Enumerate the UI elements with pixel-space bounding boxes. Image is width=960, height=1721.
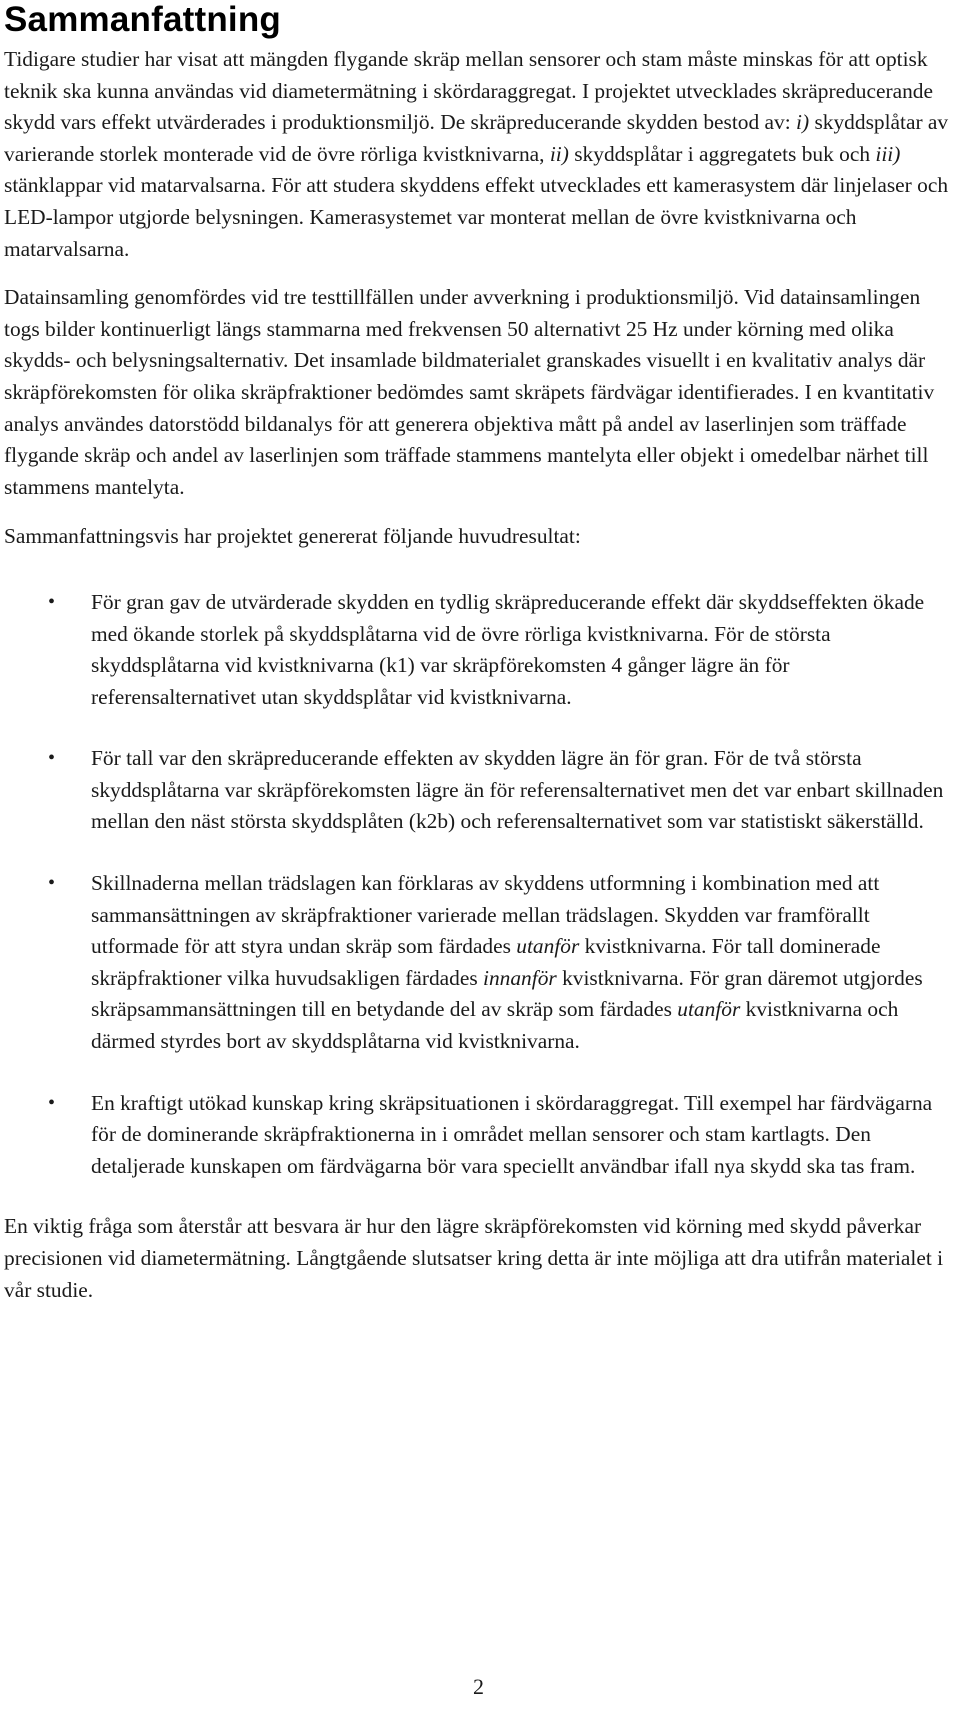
paragraph-intro-part1: Tidigare studier har visat att mängden flygande skräp mellan sensorer och stam måste minskas för att optisk teknik ska kunna användas vid diametermätning i skördaraggregat. I projektet utvecklades skräpreducerande skydd vars effekt utvärderades i produktionsmiljö. De skräpreducerande skydden bestod av: <box>4 47 933 135</box>
paragraph-intro <box>4 44 950 265</box>
section-heading: Sammanfattning <box>4 0 281 39</box>
body-text <box>4 44 950 1306</box>
list-item-text-part3: kvistknivarna. För gran däremot utgjordes skräpsammansättningen till en betydande del av skräp som färdades <box>91 965 923 1022</box>
emphasis-utanfor: utanför <box>677 997 741 1022</box>
list-marker-iii: iii) <box>875 141 901 166</box>
emphasis-innanfor: innanför <box>483 965 557 990</box>
paragraph-intro-part4: stänklappar vid matarvalsarna. För att studera skyddens effekt utvecklades ett kamerasystem där linjelaser och LED-lampor utgjorde belysningen. Kamerasystemet var monterat mellan de övre kvistknivarna och matarvalsarna. <box>4 173 949 261</box>
bullet-icon: • <box>48 1091 56 1114</box>
list-item <box>4 587 950 713</box>
bullet-icon: • <box>48 747 56 770</box>
results-list <box>4 587 950 1183</box>
bullet-icon: • <box>48 590 56 613</box>
paragraph-conclusion: En viktig fråga som återstår att besvara är hur den lägre skräpförekomsten vid körning med skydd påverkar precisionen vid diametermätning. Långtgående slutsatser kring detta är inte möjliga att dra utifrån materialet i vår studie. <box>4 1214 944 1302</box>
list-item <box>4 1088 950 1183</box>
page-number: 2 <box>473 1674 484 1699</box>
paragraph-intro-part2: skyddsplåtar av varierande storlek monterade vid de övre rörliga kvistknivarna, <box>4 110 949 166</box>
list-item <box>4 743 950 838</box>
paragraph-summary-lead: Sammanfattningsvis har projektet genererat följande huvudresultat: <box>4 524 581 549</box>
list-item-text: För gran gav de utvärderade skydden en tydlig skräpreducerande effekt där skyddseffekten ökade med ökande storlek på skyddsplåtarna vid de övre rörliga kvistknivarna. För de största skyddsplåtarna vid kvistknivarna (k1) var skräpförekomsten 4 gånger lägre än för referensalternativet utan skyddsplåtar vid kvistknivarna. <box>91 589 925 709</box>
list-item-text-part4: kvistknivarna och därmed styrdes bort av skyddsplåtarna vid kvistknivarna. <box>91 997 899 1054</box>
list-item-text: En kraftigt utökad kunskap kring skräpsituationen i skördaraggregat. Till exempel har färdvägarna för de dominerande skräpfraktionerna in i området mellan sensorer och stam kartlagts. Den detaljerade kunskapen om färdvägarna bör vara speciellt användbar ifall nya skydd ska tas fram. <box>91 1090 933 1178</box>
emphasis-utanfor: utanför <box>516 934 580 959</box>
paragraph-data-collection: Datainsamling genomfördes vid tre testtillfällen under avverkning i produktionsmiljö. Vid datainsamlingen togs bilder kontinuerligt längs stammarna med frekvensen 50 alternativt 25 Hz under körning med olika skydds- och belysningsalternativ. Det insamlade bildmaterialet granskades visuellt i en kvalitativ analys där skräpförekomsten för olika skräpfraktioner bedömdes samt skräpets färdvägar identifierades. I en kvantitativ analys användes datorstödd bildanalys för att generera objektiva mått på andel av laserlinjen som träffade flygande skräp och andel av laserlinjen som träffade stammens mantelyta eller objekt i omedelbar närhet till stammens mantelyta. <box>4 285 935 499</box>
list-marker-i: i) <box>796 110 810 135</box>
list-item <box>4 868 950 1058</box>
list-marker-ii: ii) <box>549 141 569 166</box>
bullet-icon: • <box>48 872 56 895</box>
paragraph-intro-part3: skyddsplåtar i aggregatets buk och <box>568 141 876 166</box>
list-item-text: För tall var den skräpreducerande effekten av skydden lägre än för gran. För de två största skyddsplåtarna var skräpförekomsten lägre än för referensalternativet men det var enbart skillnaden mellan den näst största skyddsplåten (k2b) och referensalternativet som var statistiskt säkerställd. <box>91 746 944 834</box>
list-item-text-part1: Skillnaderna mellan trädslagen kan förklaras av skyddens utformning i kombination med att sammansättningen av skräpfraktioner varierade mellan trädslagen. Skydden var framförallt utformade för att styra undan skräp som färdades <box>91 871 880 959</box>
list-item-text <box>91 871 923 1053</box>
list-item-text-part2: kvistknivarna. För tall dominerade skräpfraktioner vilka huvudsakligen färdades <box>91 934 881 990</box>
document-page <box>4 0 950 1306</box>
